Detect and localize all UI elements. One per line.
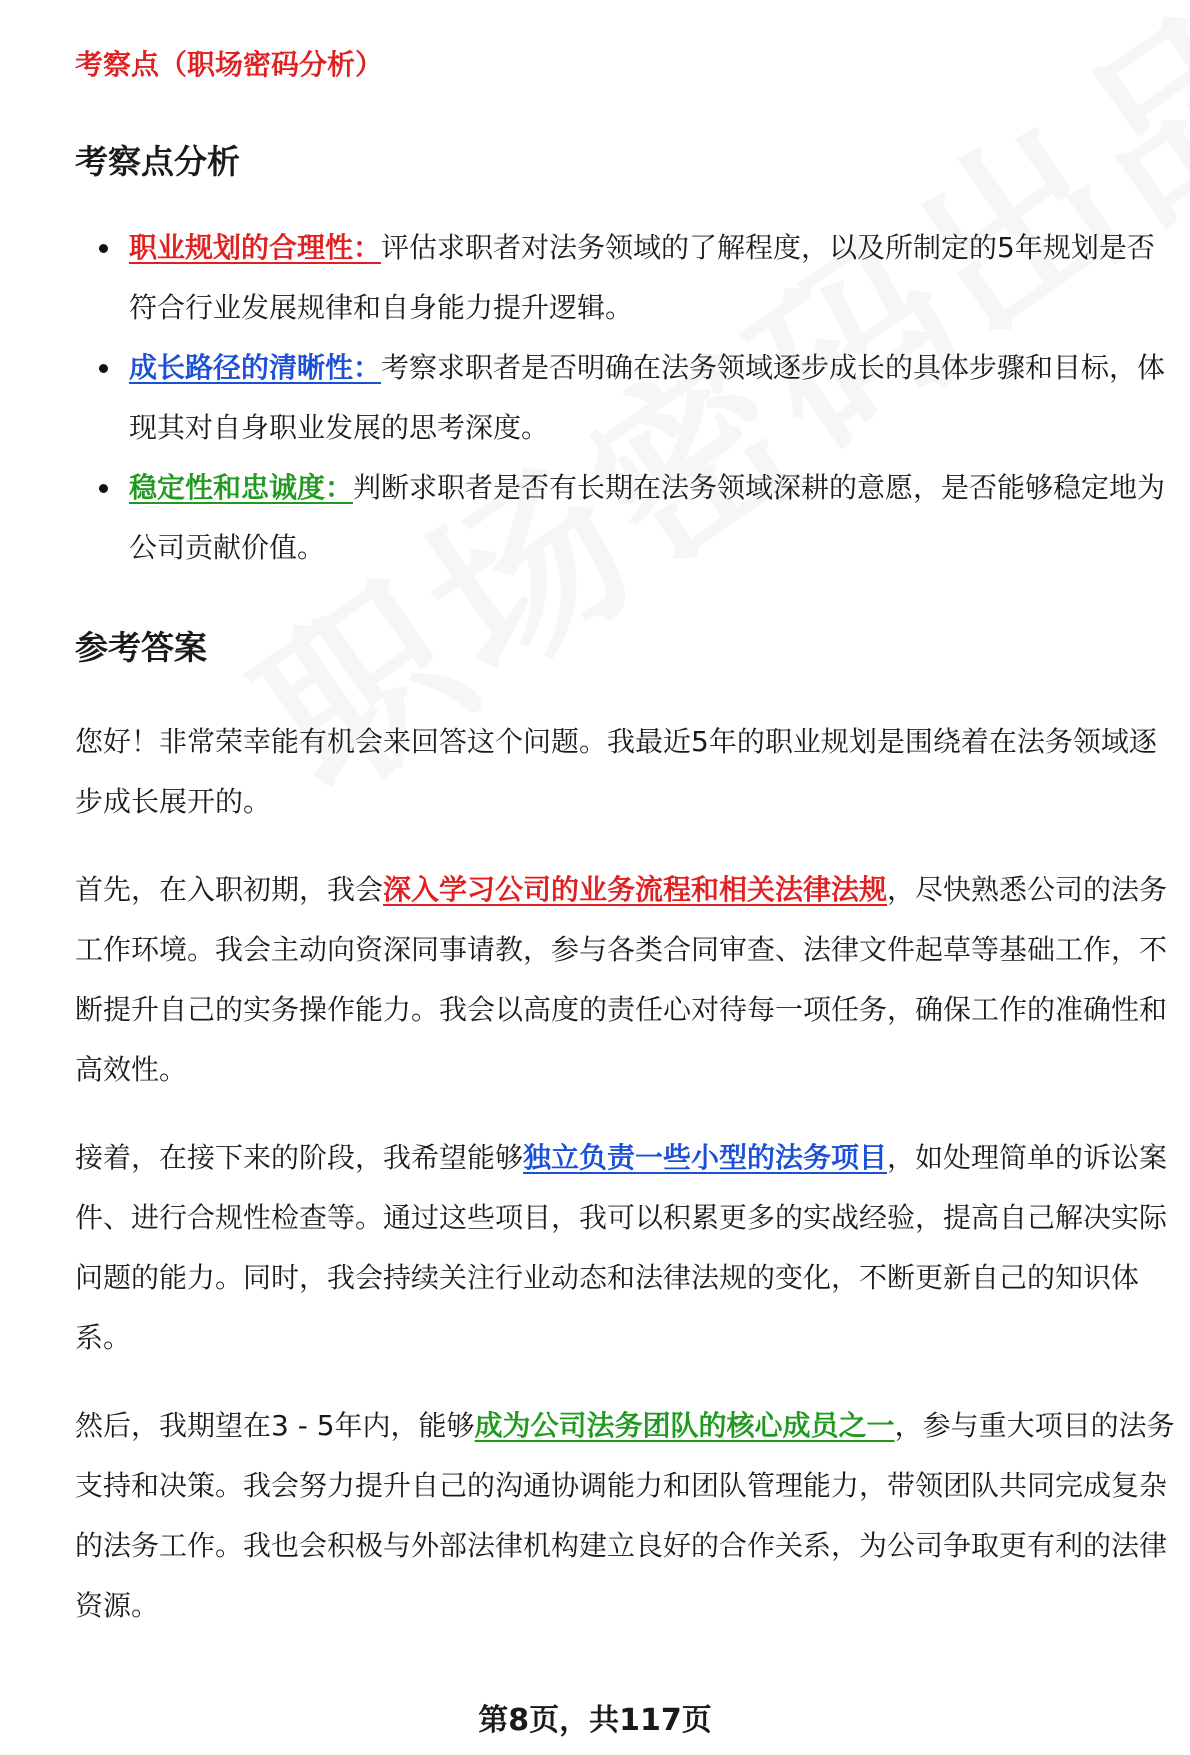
analysis-keyword: 稳定性和忠诚度： (129, 471, 354, 504)
analysis-item-rationality (75, 218, 1175, 338)
analysis-title: 考察点分析 (75, 142, 240, 181)
answer-section (75, 626, 1175, 1636)
bullet-icon (99, 244, 108, 253)
paragraph-text: 接着，在接下来的阶段，我希望能够 (75, 1141, 524, 1174)
highlight-phrase: 独立负责一些小型的法务项目 (523, 1141, 888, 1174)
paragraph-text: ，如处理简单的诉讼案件、进行合规性检查等。通过这些项目，我可以积累更多的实战经验，提高自己解决实际问题的能力。同时，我会持续关注行业动态和法律法规的变化，不断更新自己的知识体系。 (75, 1141, 1168, 1354)
highlight-phrase: 成为公司法务团队的核心成员之一 (474, 1409, 895, 1442)
analysis-item-stability (75, 458, 1175, 578)
answer-paragraph-middle (75, 1128, 1175, 1368)
analysis-keyword: 职业规划的合理性： (129, 231, 382, 264)
analysis-keyword: 成长路径的清晰性： (129, 351, 382, 384)
bullet-icon (99, 364, 108, 373)
analysis-item-clarity (75, 338, 1175, 458)
paragraph-text: 然后，我期望在3 - 5年内，能够 (75, 1409, 475, 1442)
analysis-text: 判断求职者是否有长期在法务领域深耕的意愿，是否能够稳定地为公司贡献价值。 (129, 471, 1166, 564)
bullet-icon (99, 484, 108, 493)
paragraph-text: 首先，在入职初期，我会 (75, 873, 384, 906)
analysis-text: 考察求职者是否明确在法务领域逐步成长的具体步骤和目标，体现其对自身职业发展的思考深度。 (129, 351, 1166, 444)
top-label: 考察点（职场密码分析） (75, 48, 384, 81)
answer-paragraph-early (75, 860, 1175, 1100)
answer-paragraph-later (75, 1396, 1175, 1636)
highlight-phrase: 深入学习公司的业务流程和相关法律法规 (383, 873, 888, 906)
paragraph-text: ，参与重大项目的法务支持和决策。我会努力提升自己的沟通协调能力和团队管理能力，带领团队共同完成复杂的法务工作。我也会积极与外部法律机构建立良好的合作关系，为公司争取更有利的法律资源。 (75, 1409, 1175, 1622)
paragraph-text: ，尽快熟悉公司的法务工作环境。我会主动向资深同事请教，参与各类合同审查、法律文件起草等基础工作，不断提升自己的实务操作能力。我会以高度的责任心对待每一项任务，确保工作的准确性和高效性。 (75, 873, 1168, 1086)
analysis-section (75, 140, 1175, 578)
page-number: 第8页，共117页 (478, 1703, 712, 1738)
analysis-list (75, 218, 1175, 578)
analysis-text: 评估求职者对法务领域的了解程度，以及所制定的5年规划是否符合行业发展规律和自身能力提升逻辑。 (129, 231, 1155, 324)
answer-title: 参考答案 (75, 628, 207, 667)
page-content (75, 45, 1175, 1636)
answer-paragraph-intro: 您好！非常荣幸能有机会来回答这个问题。我最近5年的职业规划是围绕着在法务领域逐步成长展开的。 (75, 725, 1157, 818)
